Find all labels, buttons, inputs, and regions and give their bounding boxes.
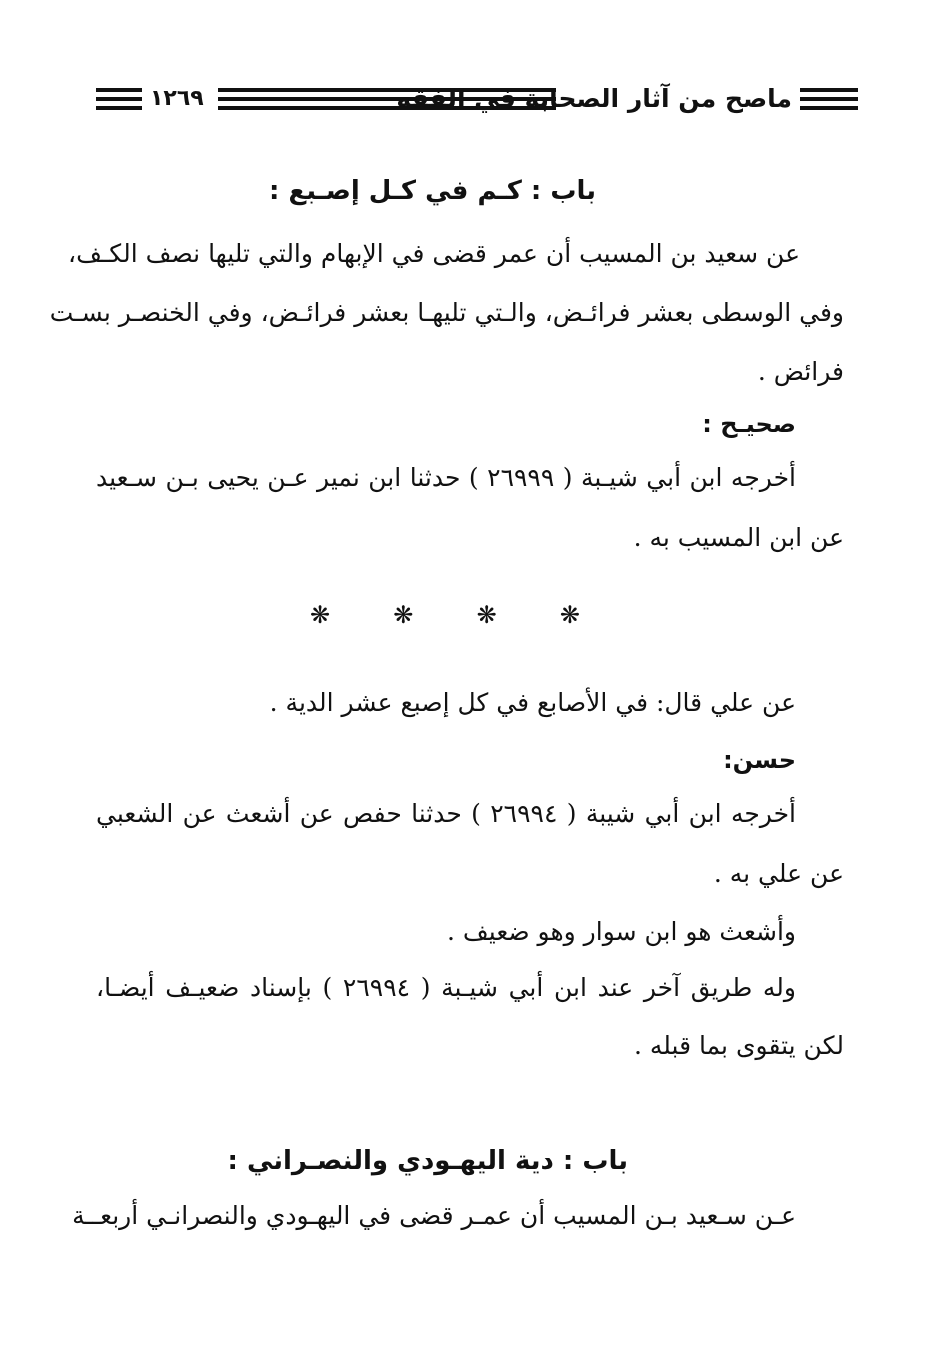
takhrij-line: عن ابن المسيب به . xyxy=(633,523,844,552)
hadith-grade: صحيـح : xyxy=(702,410,796,438)
narration-line: وفي الوسطى بعشر فرائـض، والـتي تليهـا بعشر فرائـض، وفي الخنصـر بسـت xyxy=(49,298,844,327)
header-rule-right xyxy=(800,88,858,110)
narration-line: فرائض . xyxy=(757,357,844,386)
page-number: ١٢٦٩ xyxy=(150,86,204,111)
narration-line: عن سعيد بن المسيب أن عمر قضى في الإبهام والتي تليها نصف الكـف، xyxy=(68,239,800,268)
takhrij-line: أخرجه ابن أبي شيبة ( ٢٦٩٩٤ ) حدثنا حفص عن أشعث عن الشعبي xyxy=(96,799,796,828)
hadith-grade: حسن: xyxy=(723,746,796,774)
narration-line: عن علي قال: في الأصابع في كل إصبع عشر الدية . xyxy=(269,688,796,717)
star-ornament-icon: ❋ xyxy=(476,601,497,629)
book-title: ماصح من آثار الصحابة في الفقه xyxy=(396,84,792,113)
star-ornament-icon: ❋ xyxy=(559,601,580,629)
running-header xyxy=(96,80,858,120)
star-ornament-icon: ❋ xyxy=(393,601,414,629)
chapter-heading-fingers: باب : كـم في كـل إصـبع : xyxy=(269,176,596,206)
takhrij-line: وله طريق آخر عند ابن أبي شيـبة ( ٢٦٩٩٤ ) بإسناد ضعيـف أيضـا، xyxy=(96,973,796,1002)
header-rule-left xyxy=(96,88,142,110)
takhrij-line: لكن يتقوى بما قبله . xyxy=(633,1031,844,1060)
takhrij-line: وأشعث هو ابن سوار وهو ضعيف . xyxy=(447,917,796,946)
takhrij-line: عن علي به . xyxy=(713,859,844,888)
takhrij-line: أخرجه ابن أبي شيـبة ( ٢٦٩٩٩ ) حدثنا ابن نمير عـن يحيى بـن سـعيد xyxy=(96,463,796,492)
chapter-heading-dhimmi-diya: باب : دية اليهـودي والنصـراني : xyxy=(227,1146,628,1176)
section-separator xyxy=(310,598,580,632)
star-ornament-icon: ❋ xyxy=(310,601,331,629)
narration-line: عـن سـعيد بـن المسيب أن عمـر قضى في اليهـودي والنصرانـي أربعــة xyxy=(72,1201,796,1230)
